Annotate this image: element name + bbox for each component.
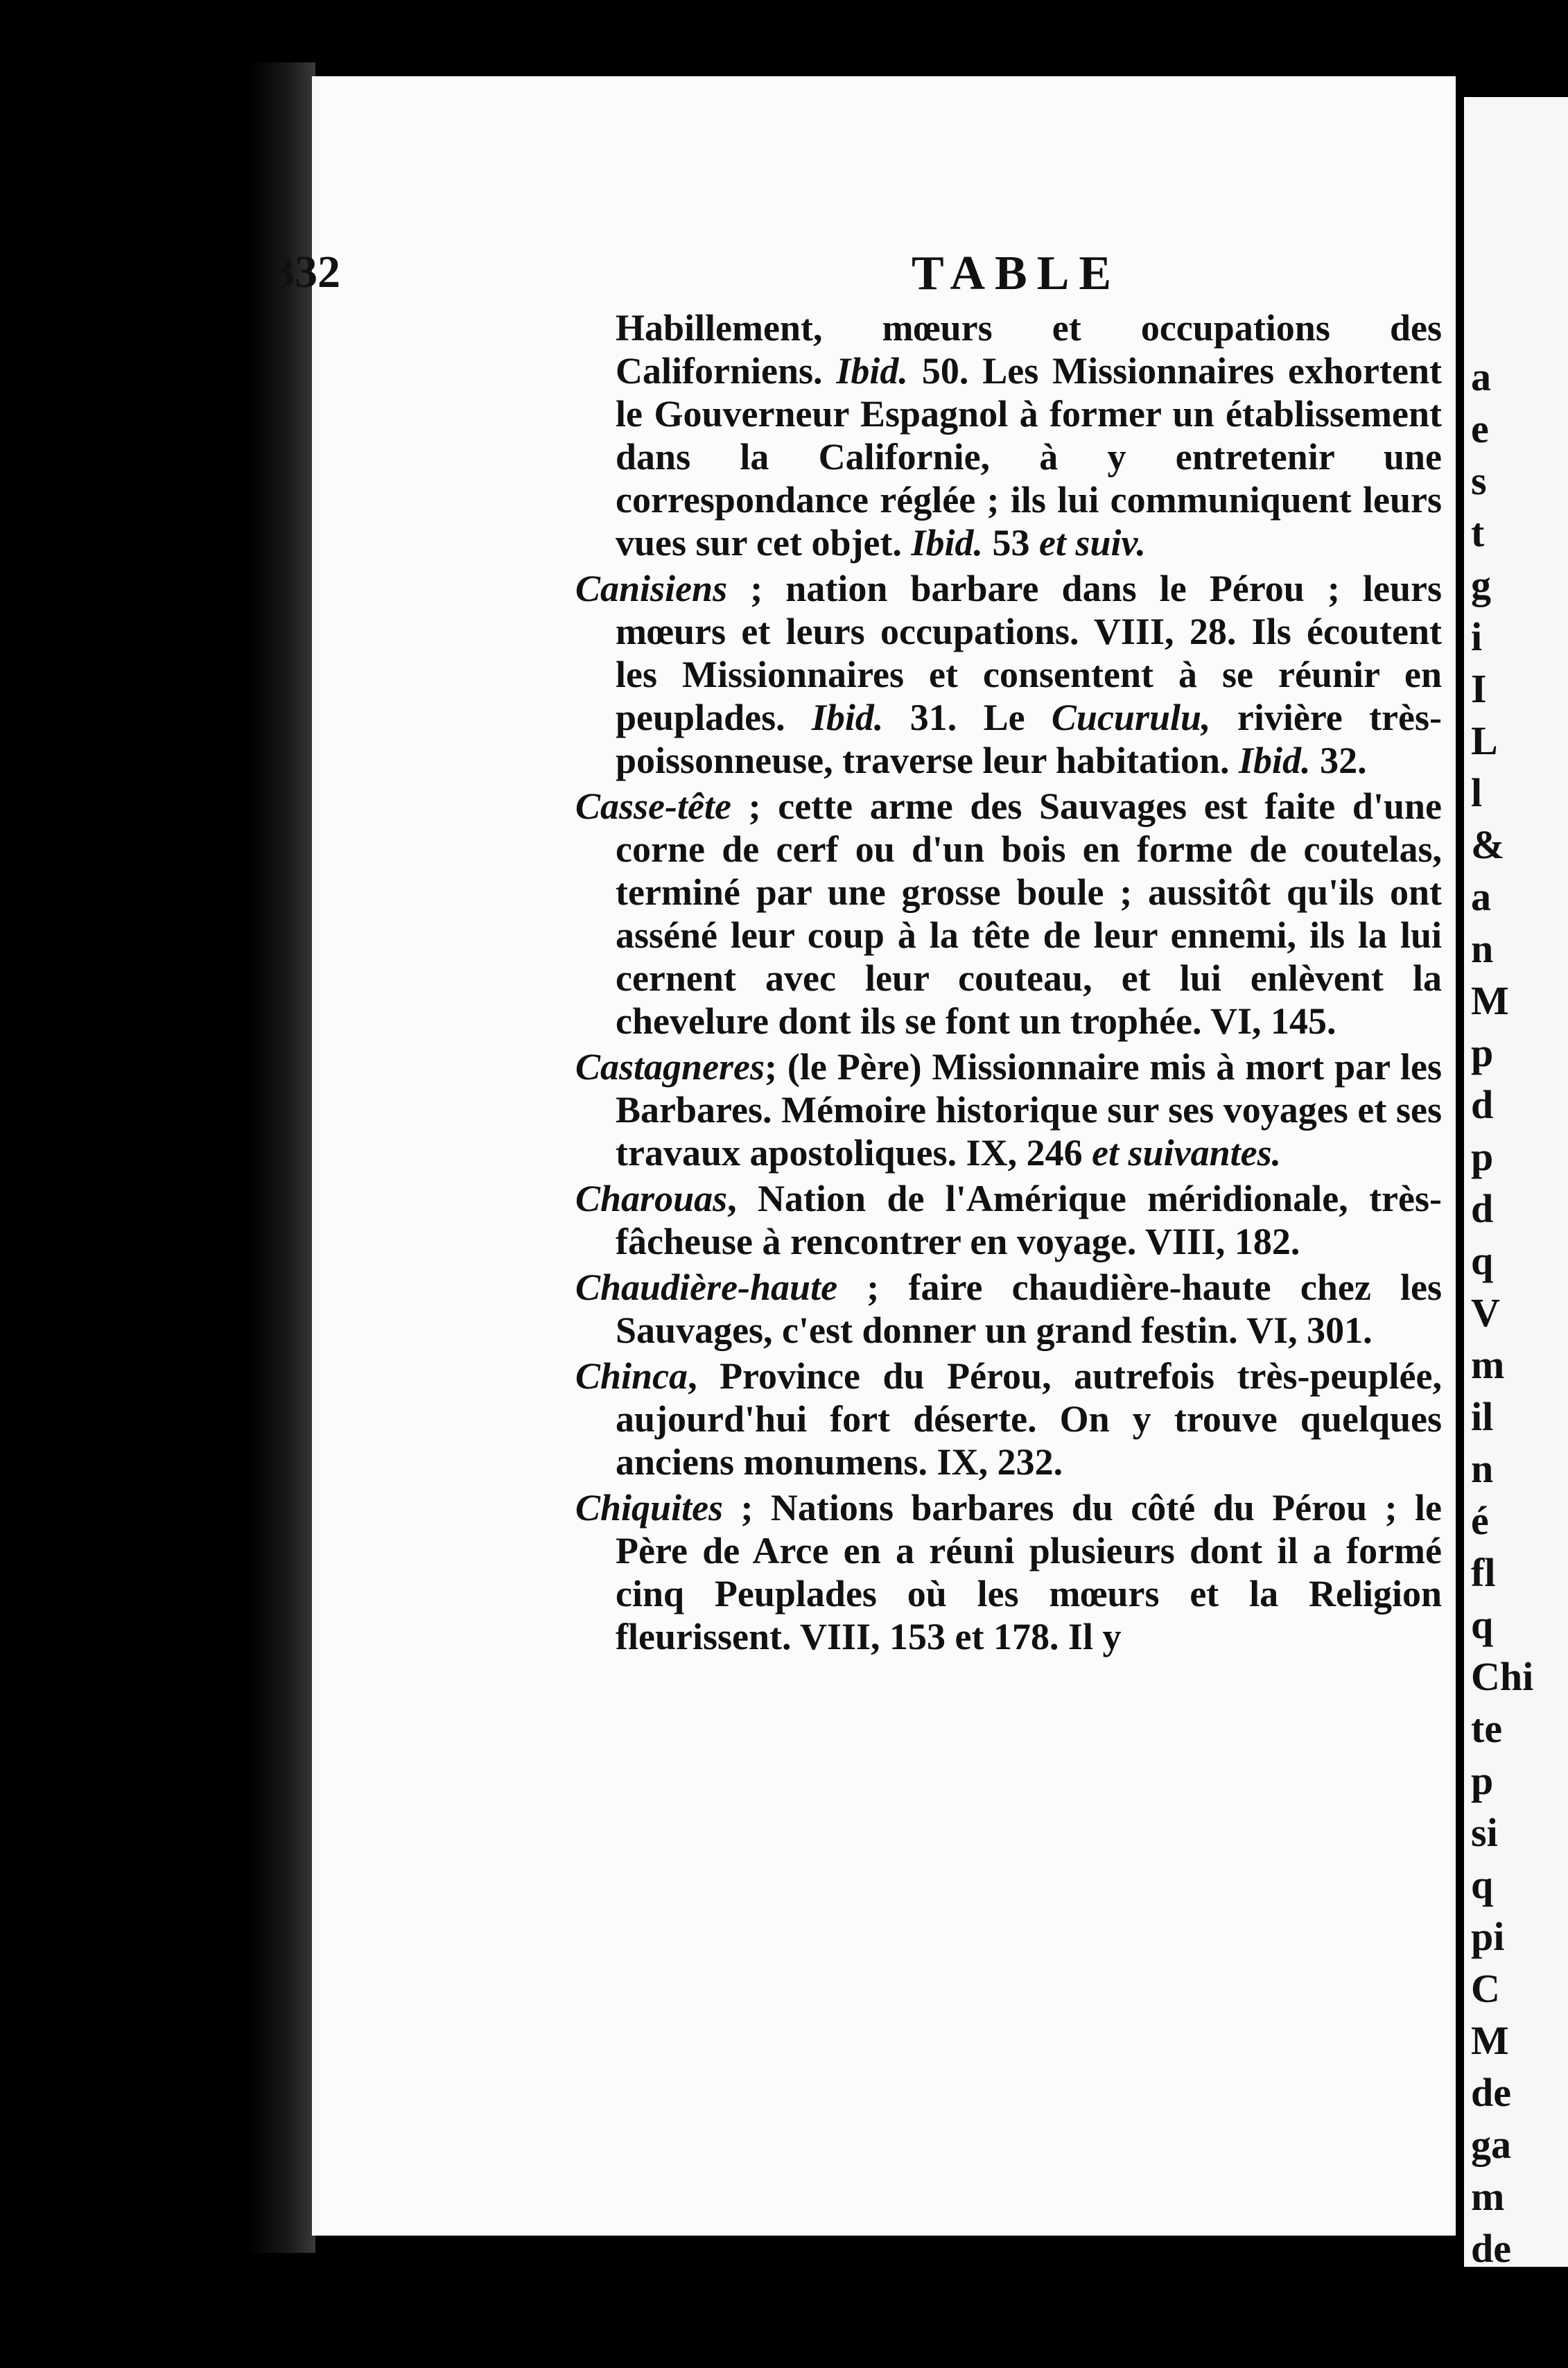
entry-term: Castagneres	[575, 1046, 765, 1088]
adjacent-page-fragment: g	[1471, 562, 1491, 607]
adjacent-page-fragment: n	[1471, 1446, 1494, 1491]
adjacent-page-fragment: M	[1471, 978, 1509, 1023]
entry-reference: Cucurulu,	[1051, 697, 1211, 738]
entry-text: , Province du Pérou, autrefois très-peuplée, aujourd'hui fort déserte. On y trouve quelques anciens monumens. IX, 232.	[616, 1355, 1442, 1483]
index-entry	[575, 1355, 1442, 1483]
adjacent-page-fragment: s	[1471, 458, 1487, 503]
index-entry	[575, 1266, 1442, 1352]
adjacent-page-fragment: e	[1471, 406, 1489, 451]
adjacent-page-fragment: d	[1471, 1186, 1494, 1231]
index-entries	[575, 306, 1442, 1661]
adjacent-page-fragment: l	[1471, 770, 1483, 815]
entry-term: Canisiens	[575, 568, 728, 609]
adjacent-page-fragment: t	[1471, 510, 1485, 555]
entry-term: Chinca	[575, 1355, 688, 1397]
adjacent-page-fragment: p	[1471, 1134, 1494, 1179]
adjacent-page-fragment: ga	[1471, 2122, 1511, 2167]
adjacent-page-fragment: n	[1471, 926, 1494, 971]
adjacent-page-fragment: a	[1471, 874, 1491, 919]
entry-text: 53	[982, 522, 1039, 564]
adjacent-page-fragment: C	[1471, 1966, 1500, 2011]
entry-reference: Ibid.	[1239, 740, 1311, 781]
entry-term: Chaudière-haute	[575, 1266, 838, 1308]
index-entry	[575, 785, 1442, 1043]
adjacent-page-fragment: V	[1471, 1290, 1500, 1335]
entry-text: ; Nations barbares du côté du Pérou ; le Père de Arce en a réuni plusieurs dont il a formé cinq Peuplades où les mœurs et la Religion fleurissent. VIII, 153 et 178. Il y	[616, 1487, 1442, 1657]
entry-text: , Nation de l'Amérique méridionale, très-fâcheuse à rencontrer en voyage. VIII, 182.	[616, 1178, 1442, 1262]
entry-term: Casse-tête	[575, 785, 731, 827]
entry-term: Charouas	[575, 1178, 728, 1219]
entry-text: Habillement, mœurs et occupations des Californiens.	[616, 307, 1442, 392]
entry-reference: Ibid.	[836, 350, 908, 392]
entry-term: Chiquites	[575, 1487, 724, 1529]
index-entry	[575, 567, 1442, 782]
entry-text: ; (le Père) Missionnaire mis à mort par les Barbares. Mémoire historique sur ses voyages et ses travaux apostoliques. IX, 246	[616, 1046, 1442, 1174]
entry-reference: Ibid.	[811, 697, 884, 738]
adjacent-page-fragment: Chi	[1471, 1654, 1534, 1699]
entry-text: 31. Le	[883, 697, 1052, 738]
adjacent-page-fragment: te	[1471, 1706, 1503, 1751]
adjacent-page-fragment: M	[1471, 2018, 1509, 2063]
adjacent-page-fragment: q	[1471, 1602, 1494, 1647]
adjacent-page-fragment: de	[1471, 2226, 1511, 2267]
adjacent-page-fragment: m	[1471, 2174, 1505, 2219]
adjacent-page-fragment: q	[1471, 1238, 1494, 1283]
adjacent-page-fragment: &	[1471, 822, 1505, 867]
entry-text: ; nation barbare dans le Pérou ; leurs mœurs et leurs occupations. VIII, 28. Ils écoutent les Missionnaires et consentent à se réunir en peuplades.	[616, 568, 1442, 738]
entry-text: 50. Les Missionnaires exhortent le Gouverneur Espagnol à former un établissement dans la Californie, à y entretenir une correspondance réglée ; ils lui communiquent leurs vues sur cet objet.	[616, 350, 1442, 564]
entry-reference: et suiv.	[1038, 522, 1146, 564]
adjacent-page-edge	[1464, 97, 1568, 2267]
adjacent-page-fragment: L	[1471, 718, 1498, 763]
adjacent-page-fragment: I	[1471, 666, 1487, 711]
adjacent-page-fragment: fl	[1471, 1550, 1496, 1595]
adjacent-page-fragment: a	[1471, 354, 1491, 399]
adjacent-page-fragment: p	[1471, 1030, 1494, 1075]
adjacent-page-fragment: si	[1471, 1810, 1498, 1855]
adjacent-page-fragment: i	[1471, 614, 1483, 659]
page-number: 332	[272, 247, 340, 297]
entry-reference: et suivantes.	[1092, 1132, 1282, 1174]
binding-shadow	[250, 62, 315, 2253]
adjacent-page-fragment: é	[1471, 1498, 1489, 1543]
entry-text: rivière très-poissonneuse, traverse leur habitation.	[616, 697, 1442, 781]
entry-text: ; cette arme des Sauvages est faite d'une corne de cerf ou d'un bois en forme de coutelas, terminé par une grosse boule ; aussitôt qu'ils ont asséné leur coup à la tête de leur ennemi, ils la lui cernent avec leur couteau, et lui enlèvent la chevelure dont ils se font un trophée. VI, 145.	[616, 785, 1442, 1042]
adjacent-page-fragment: d	[1471, 1082, 1494, 1127]
index-entry	[575, 1486, 1442, 1658]
adjacent-page-fragment: p	[1471, 1758, 1494, 1803]
adjacent-page-fragment: pi	[1471, 1914, 1505, 1959]
adjacent-page-fragment: m	[1471, 1342, 1505, 1387]
index-entry	[575, 306, 1442, 564]
page-title: TABLE	[912, 247, 1122, 300]
entry-text: ; faire chaudière-haute chez les Sauvages, c'est donner un grand festin. VI, 301.	[616, 1266, 1442, 1351]
entry-reference: Ibid.	[911, 522, 983, 564]
adjacent-page-fragment: il	[1471, 1394, 1494, 1439]
adjacent-page-fragment: de	[1471, 2070, 1511, 2115]
index-entry	[575, 1177, 1442, 1263]
index-entry	[575, 1045, 1442, 1174]
entry-text: 32.	[1310, 740, 1367, 781]
adjacent-page-fragment: q	[1471, 1862, 1494, 1907]
